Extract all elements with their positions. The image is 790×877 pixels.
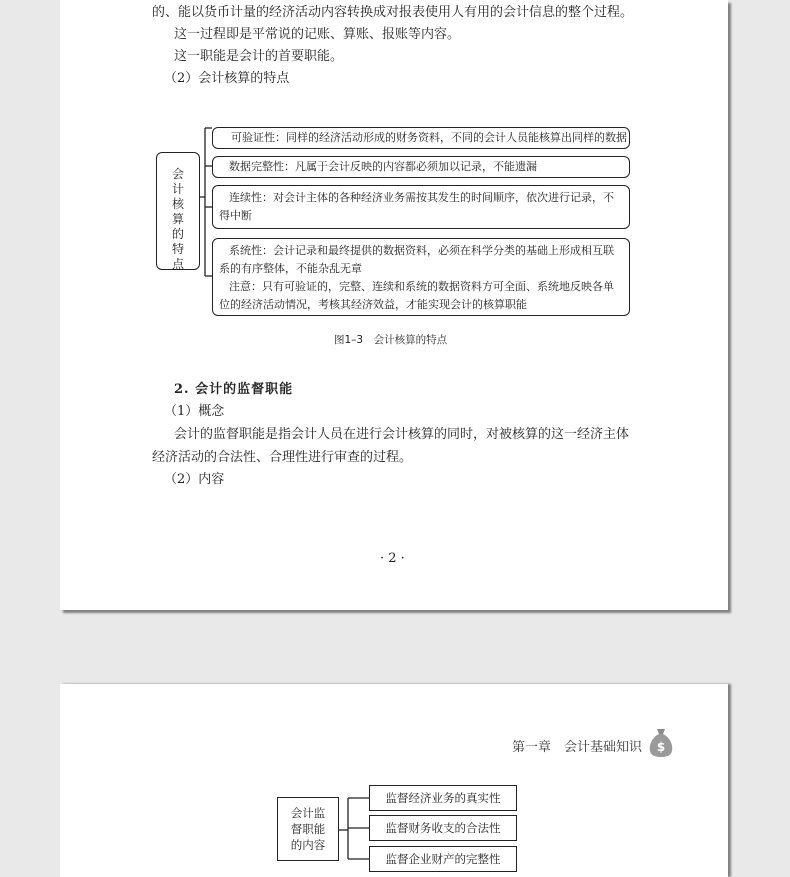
supervision-center-box: 会计监 督职能 的内容 xyxy=(277,797,339,861)
supervision-item-legality: 监督财务收支的合法性 xyxy=(369,815,517,841)
svg-text:$: $ xyxy=(656,740,666,754)
figure-caption: 图1–3 会计核算的特点 xyxy=(334,334,448,346)
chapter-header: 第一章 会计基础知识 xyxy=(512,740,643,755)
feature-box-systematic: 系统性：会计记录和最终提供的数据资料，必须在科学分类的基础上形成相互联 系的有序整体，不能杂乱无章 注意：只有可验证的，完整、连续和系统的数据资料方可全面、系统地反映各单 位的经济活动情况，考核其经济效益，才能实现会计的核算职能 xyxy=(212,238,630,316)
paragraph-line: 会计的监督职能是指会计人员在进行会计核算的同时，对被核算的这一经济主体 xyxy=(174,427,630,442)
supervision-item-authenticity: 监督经济业务的真实性 xyxy=(369,785,517,811)
feature-box-verifiability: 可验证性：同样的经济活动形成的财务资料，不同的会计人员能核算出同样的数据 xyxy=(212,127,630,149)
paragraph-line: 的、能以货币计量的经济活动内容转换成对报表使用人有用的会计信息的整个过程。 xyxy=(152,5,634,20)
paragraph-line: 这一过程即是平常说的记账、算账、报账等内容。 xyxy=(174,27,461,42)
center-label-box: 会 计 核 算 的 特 点 xyxy=(156,152,200,270)
subheading: （1）概念 xyxy=(164,404,225,419)
feature-box-continuity: 连续性：对会计主体的各种经济业务需按其发生的时间顺序，依次进行记录，不 得中断 xyxy=(212,185,630,229)
section-heading: 2. 会计的监督职能 xyxy=(174,382,294,397)
subheading: （2）内容 xyxy=(164,472,225,487)
page-number: · 2 · xyxy=(380,551,405,566)
feature-box-completeness: 数据完整性：凡属于会计反映的内容都必须加以记录，不能遗漏 xyxy=(212,156,630,178)
supervision-item-integrity: 监督企业财产的完整性 xyxy=(369,846,517,872)
paragraph-line: 这一职能是会计的首要职能。 xyxy=(174,49,344,64)
page-1 xyxy=(60,0,728,610)
paragraph-line: 经济活动的合法性、合理性进行审查的过程。 xyxy=(152,450,413,465)
subheading: （2）会计核算的特点 xyxy=(164,71,290,86)
page-2 xyxy=(60,684,728,877)
